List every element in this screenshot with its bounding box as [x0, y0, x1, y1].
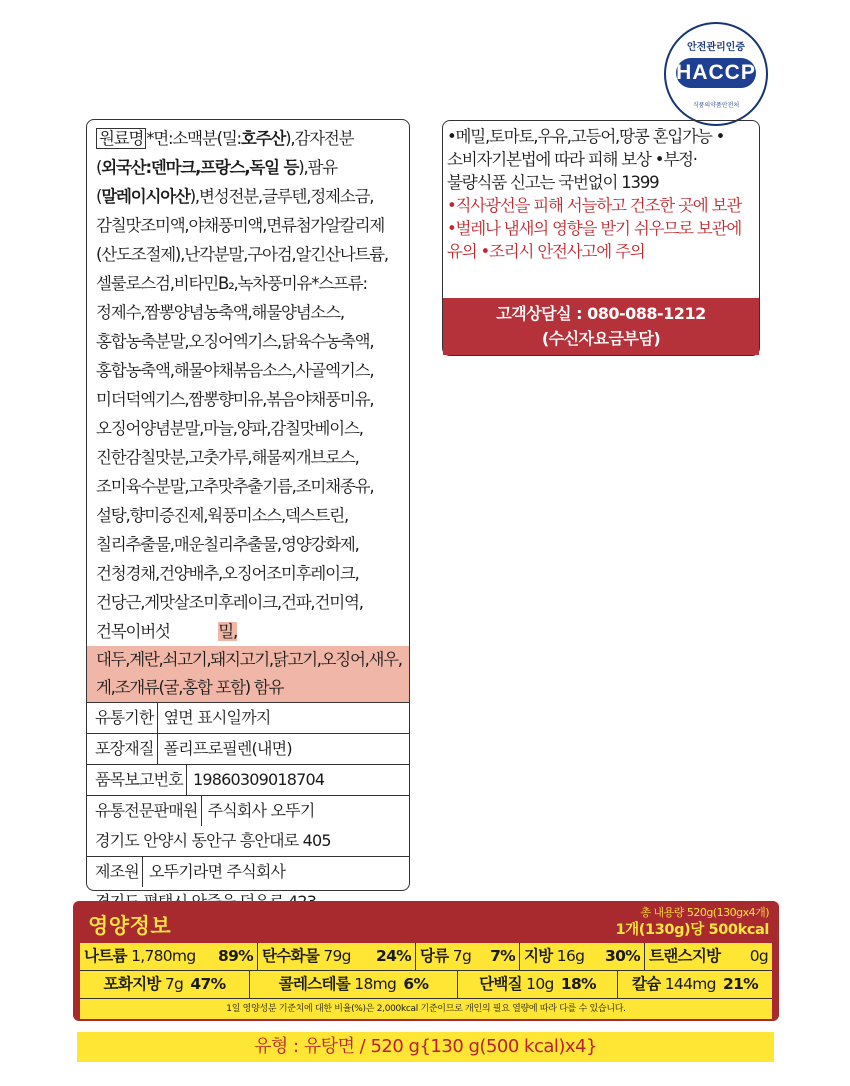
haccp-top-text: 안전관리인증	[687, 42, 745, 53]
nutrient-sodium: 나트륨 1,780mg 89%	[80, 943, 258, 970]
manufacturer-value: 오뚜기라면 주식회사	[148, 862, 286, 881]
manufacturer-row	[87, 856, 409, 887]
nutrient-cholesterol: 콜레스테롤 18mg 6%	[250, 971, 458, 998]
nutrition-title: 영양정보	[88, 914, 172, 938]
notice-text	[443, 121, 759, 298]
haccp-bottom-text: 식품의약품안전처	[692, 102, 740, 109]
nutrition-row-2	[80, 971, 772, 999]
customer-service-note: (수신자요금부담)	[541, 329, 661, 348]
report-number-value: 19860309018704	[192, 770, 325, 789]
ingredient-info-box	[86, 119, 410, 891]
notice-general: •메밀,토마토,우유,고등어,땅콩 혼입가능 •소비자기본법에 따라 피해 보상 •부정·불량식품 신고는 국번없이 1399	[447, 127, 725, 192]
expiry-label: 유통기한	[87, 703, 158, 733]
distributor-address: 경기도 안양시 동안구 흥안대로 405	[95, 831, 331, 850]
nutrient-carbohydrate: 탄수화물 79g 24%	[258, 943, 416, 970]
nutrition-per-serving: 1개(130g)당 500kcal	[615, 922, 769, 938]
nutrient-sugars: 당류 7g 7%	[416, 943, 520, 970]
customer-service	[443, 298, 759, 355]
nutrient-calcium: 칼슘 144mg 21%	[631, 975, 759, 993]
haccp-logo: HACCP	[676, 58, 756, 88]
nutrition-footnote: 1일 영양성분 기준치에 대한 비율(%)은 2,000kcal 기준이므로 개인의 필요 열량에 따라 다를 수 있습니다.	[226, 1004, 626, 1014]
product-type: 유형 : 유탕면 / 520 g{130 g(500 kcal)x4}	[77, 1032, 774, 1062]
ingredient-label: 원료명	[96, 128, 146, 149]
allergy-lead: 밀,	[218, 622, 238, 641]
nutrient-fat: 지방 16g 30%	[520, 943, 645, 970]
nutrient-protein: 단백질 10g 18%	[458, 971, 618, 998]
customer-service-phone: 고객상담실 : 080-088-1212	[496, 304, 706, 323]
distributor-value: 주식회사 오뚜기	[207, 801, 315, 820]
packaging-value: 폴리프로필렌(내면)	[163, 739, 292, 758]
report-number-label: 품목보고번호	[87, 765, 187, 795]
distributor-label: 유통전문판매원	[87, 796, 202, 826]
packaging-label: 포장재질	[87, 734, 158, 764]
nutrient-trans-fat: 트랜스지방 0g	[649, 947, 768, 965]
packaging-row	[87, 733, 409, 764]
nutrition-grid	[80, 943, 772, 1019]
nutrition-header	[80, 907, 772, 943]
nutrition-total-content: 총 내용량 520g(130gx4개)	[640, 906, 769, 919]
nutrient-saturated-fat: 포화지방 7g 47%	[80, 971, 250, 998]
expiry-value: 옆면 표시일까지	[163, 708, 271, 727]
allergy-info: 대두,계란,쇠고기,돼지고기,닭고기,오징어,새우,게,조개류(굴,홍합 포함) 함유	[87, 646, 409, 702]
ingredient-list: 원료명 *면:소맥분(밀:호주산),감자전분(외국산:덴마크,프랑스,독일 등),팜유(말레이시아산),변성전분,글루텐,정제소금,감칠맛조미액,야채풍미액,면류첨가알칼리제(산도조절제),난각분말,구아검,알긴산나트륨,셀룰로스검,비타민B₂,녹차풍미유*스프류:정제수,짬뽕양념농축액,해물양념소스,홍합농축분말,오징어엑기스,닭육수농축액,홍합농축액,해물야채볶음소스,사골엑기스,미더덕엑기스,짬뽕향미유,볶음야채풍미유,오징어양념분말,마늘,양파,감칠맛베이스,진한감칠맛분,고춧가루,해물찌개브로스,조미육수분말,고추맛추출기름,조미채종유,설탕,향미증진제,웍풍미소스,덱스트린,칠리추출물,매운칠리추출물,영양강화제,건청경채,건양배추,오징어조미후레이크,건당근,게맛살조미후레이크,건파,건미역,건목이버섯 밀,	[96, 129, 388, 641]
nutrition-facts	[73, 901, 779, 1021]
report-number-row	[87, 764, 409, 795]
haccp-certification-seal	[664, 22, 768, 126]
notice-box	[442, 120, 760, 356]
expiry-row	[87, 702, 409, 733]
notice-storage-warning: •직사광선을 피해 서늘하고 건조한 곳에 보관 •벌레나 냄새의 영향을 받기 쉬우므로 보관에 유의 •조리시 안전사고에 주의	[447, 196, 742, 261]
manufacturer-label: 제조원	[87, 857, 143, 887]
distributor-row	[87, 795, 409, 826]
nutrition-row-1	[80, 943, 772, 971]
